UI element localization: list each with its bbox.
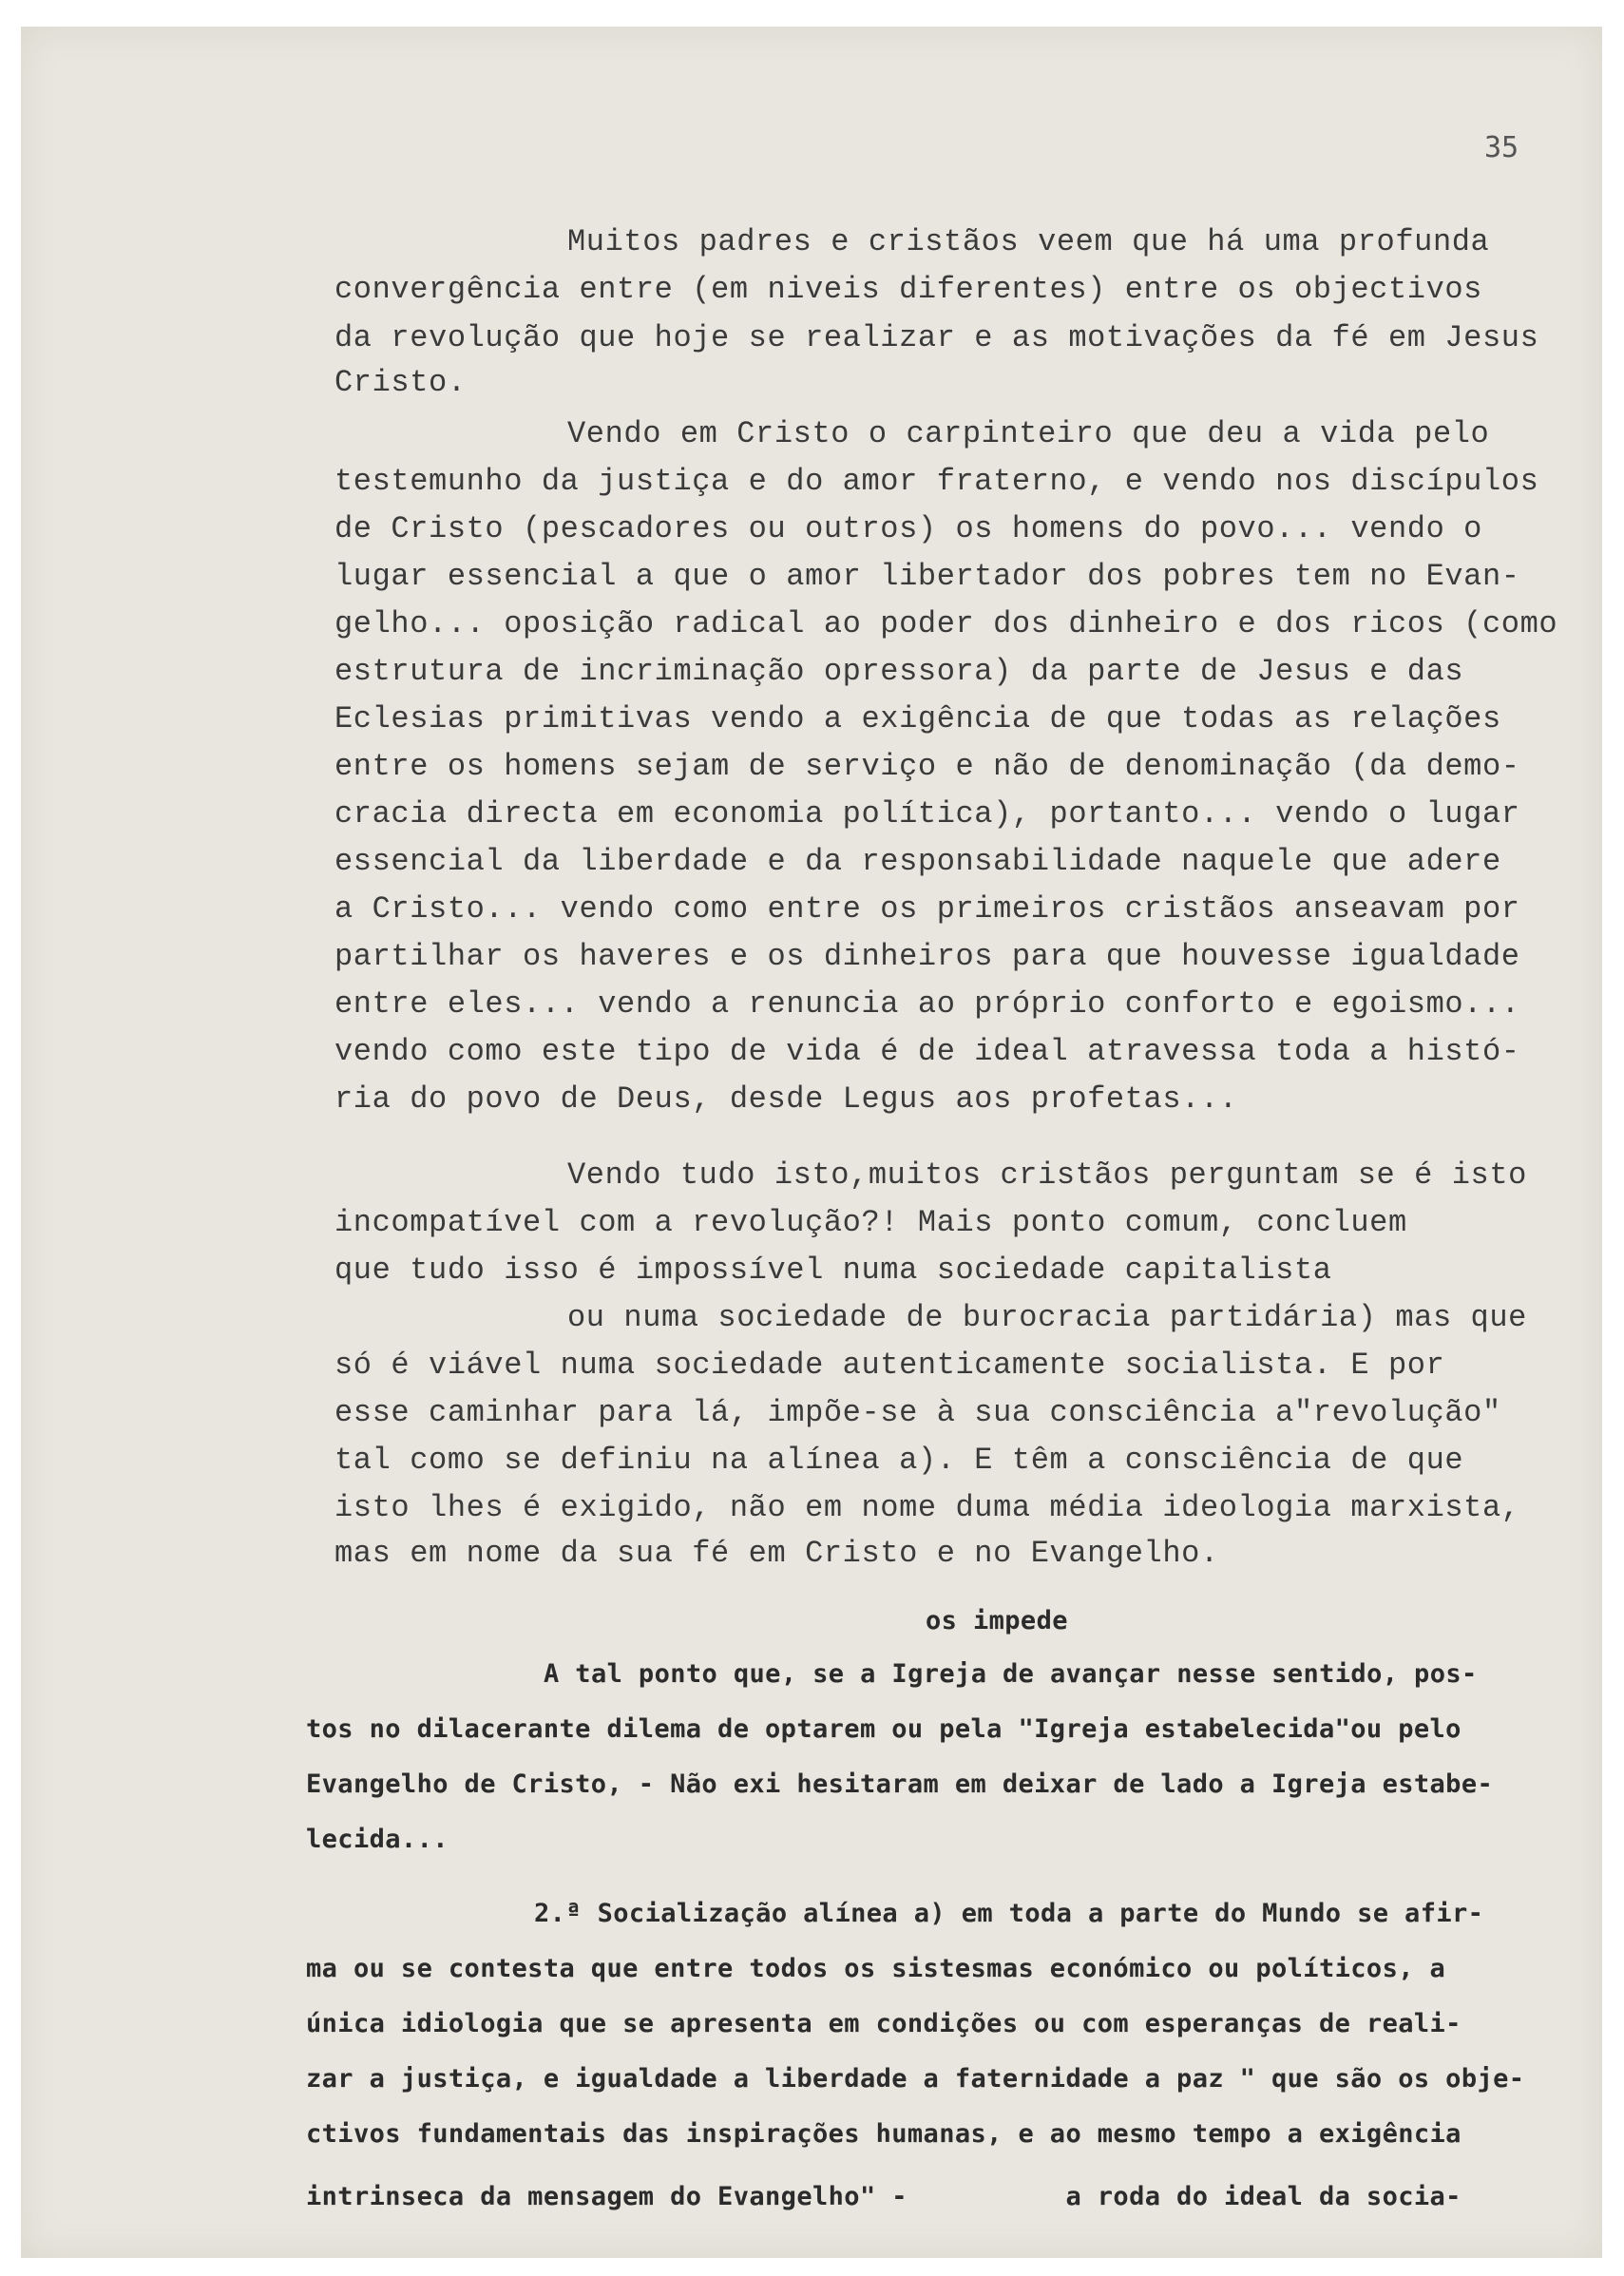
text-line: tal como se definiu na alínea a). E têm a consciência de que [334,1443,1464,1478]
text-line: testemunho da justiça e do amor fraterno, e vendo nos discípulos [334,464,1539,499]
text-line: só é viável numa sociedade autenticamente socialista. E por [334,1348,1445,1383]
text-line: Evangelho de Cristo, - Não exi hesitaram em deixar de lado a Igreja estabe- [306,1769,1494,1799]
text-line: a Cristo... vendo como entre os primeiros cristãos anseavam por [334,891,1520,927]
interlinear-insertion: os impede [926,1606,1068,1635]
text-line: cracia directa em economia política), portanto... vendo o lugar [334,796,1520,832]
text-line: ou numa sociedade de burocracia partidária) mas que [567,1300,1527,1335]
text-line: gelho... oposição radical ao poder dos dinheiro e dos ricos (como [334,606,1558,641]
text-line: convergência entre (em niveis diferentes) entre os objectivos [334,272,1482,307]
text-line: lugar essencial a que o amor libertador dos pobres tem no Evan- [334,559,1520,594]
text-line: isto lhes é exigido, não em nome duma média ideologia marxista, [334,1490,1520,1525]
text-line: Vendo em Cristo o carpinteiro que deu a vida pelo [567,416,1490,451]
text-line: A tal ponto que, se a Igreja de avançar nesse sentido, pos- [544,1659,1478,1689]
text-line: zar a justiça, e igualdade a liberdade a faternidade a paz " que são os obje- [306,2064,1525,2094]
text-line: tos no dilacerante dilema de optarem ou pela "Igreja estabelecida"ou pelo [306,1714,1462,1744]
text-line: entre os homens sejam de serviço e não de denominação (da demo- [334,749,1520,784]
typewritten-page [21,27,1602,2258]
text-line: Cristo. [334,365,467,400]
text-line: ctivos fundamentais das inspirações humanas, e ao mesmo tempo a exigência [306,2119,1462,2149]
text-line: única idiologia que se apresenta em condições ou com esperanças de reali- [306,2009,1462,2038]
text-line: 2.ª Socialização alínea a) em toda a parte do Mundo se afir- [534,1899,1484,1928]
text-line: Muitos padres e cristãos veem que há uma profunda [567,224,1490,259]
text-line: que tudo isso é impossível numa sociedade capitalista [334,1253,1332,1288]
text-line: partilhar os haveres e os dinheiros para que houvesse igualdade [334,939,1520,974]
text-line: lecida... [306,1825,449,1854]
text-line: ria do povo de Deus, desde Legus aos profetas... [334,1081,1238,1117]
text-line: mas em nome da sua fé em Cristo e no Evangelho. [334,1536,1219,1571]
text-line: essencial da liberdade e da responsabilidade naquele que adere [334,844,1501,879]
text-line: entre eles... vendo a renuncia ao próprio conforto e egoismo... [334,986,1520,1022]
text-line: ma ou se contesta que entre todos os sistesmas económico ou políticos, a [306,1954,1446,1983]
text-line: incompatível com a revolução?! Mais ponto comum, concluem [334,1205,1407,1240]
text-line: da revolução que hoje se realizar e as motivações da fé em Jesus [334,320,1539,355]
text-line: Vendo tudo isto,muitos cristãos perguntam se é isto [567,1157,1527,1193]
text-line: estrutura de incriminação opressora) da parte de Jesus e das [334,654,1464,689]
text-line: Eclesias primitivas vendo a exigência de que todas as relações [334,701,1501,736]
text-line: esse caminhar para lá, impõe-se à sua consciência a"revolução" [334,1395,1501,1430]
text-line: intrinseca da mensagem do Evangelho" - a roda do ideal da socia- [306,2182,1462,2211]
text-line: vendo como este tipo de vida é de ideal atravessa toda a histó- [334,1034,1520,1069]
page-number: 35 [1484,131,1519,164]
text-line: de Cristo (pescadores ou outros) os homens do povo... vendo o [334,511,1482,546]
